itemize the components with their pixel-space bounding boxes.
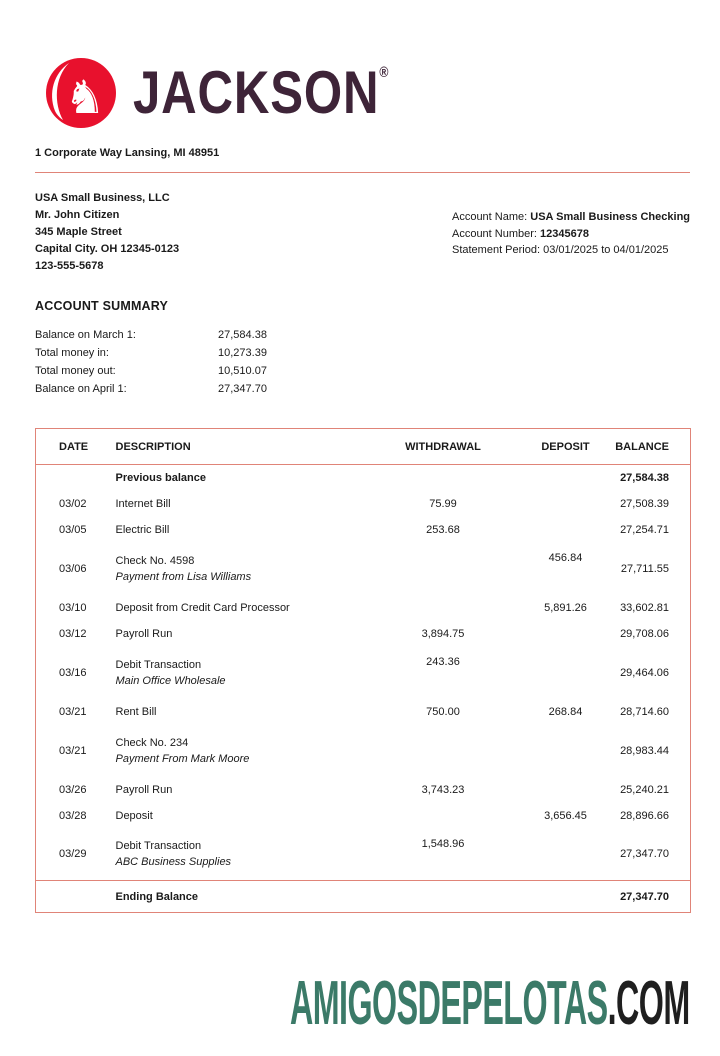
statement-period-value: 03/01/2025 to 04/01/2025 xyxy=(543,244,669,256)
transaction-deposit xyxy=(521,517,611,543)
transaction-date: 03/10 xyxy=(59,601,87,614)
customer-address-line: Capital City. OH 12345-0123 xyxy=(35,243,180,255)
transaction-withdrawal: 750.00 xyxy=(426,705,460,718)
bank-name-text: JACKSON xyxy=(133,59,380,126)
bank-logo xyxy=(35,56,690,130)
transaction-balance: 29,464.06 xyxy=(620,666,669,679)
transaction-date: 03/28 xyxy=(59,809,87,822)
account-summary-title: ACCOUNT SUMMARY xyxy=(35,299,169,313)
transaction-description-main: Payroll Run xyxy=(115,783,173,796)
transaction-deposit: 3,656.45 xyxy=(544,809,587,822)
transaction-description xyxy=(116,543,366,595)
summary-label: Total money in: xyxy=(35,347,109,359)
summary-row xyxy=(35,344,690,362)
ending-balance-date-cell xyxy=(36,881,116,913)
transaction-description-note: ABC Business Supplies xyxy=(115,856,232,869)
transaction-description-main: Previous balance xyxy=(115,471,206,484)
ending-balance-value: 27,347.70 xyxy=(620,890,669,903)
transaction-deposit xyxy=(521,465,611,491)
column-header-date: DATE xyxy=(36,429,116,465)
transaction-balance: 28,983.44 xyxy=(620,744,669,757)
transaction-description-note: Payment from Lisa Williams xyxy=(115,570,252,583)
transaction-row xyxy=(36,777,691,803)
transaction-deposit xyxy=(521,777,611,803)
transaction-balance: 27,584.38 xyxy=(620,471,669,484)
transaction-withdrawal xyxy=(366,803,521,829)
transaction-description-main: Electric Bill xyxy=(115,523,170,536)
transaction-withdrawal xyxy=(366,465,521,491)
bank-address: 1 Corporate Way Lansing, MI 48951 xyxy=(35,147,220,159)
transaction-row xyxy=(36,621,691,647)
account-number-line xyxy=(452,226,690,243)
transaction-description-main: Check No. 234 xyxy=(115,736,189,749)
customer-address-line: 123-555-5678 xyxy=(35,260,104,272)
header-divider-line xyxy=(35,172,690,173)
transaction-description-main: Rent Bill xyxy=(115,705,157,718)
watermark-suffix-text: .COM xyxy=(607,969,690,1038)
transaction-balance: 28,714.60 xyxy=(620,705,669,718)
transaction-description xyxy=(116,699,366,725)
summary-label: Total money out: xyxy=(35,365,116,377)
account-summary-list xyxy=(35,326,690,398)
summary-row xyxy=(35,362,690,380)
transaction-withdrawal: 3,894.75 xyxy=(421,627,465,640)
transaction-deposit xyxy=(521,491,611,517)
transaction-balance: 27,711.55 xyxy=(620,562,669,575)
summary-label: Balance on April 1: xyxy=(35,383,127,395)
registered-trademark-symbol: ® xyxy=(379,64,389,81)
transaction-row xyxy=(36,725,691,777)
transaction-description xyxy=(116,465,366,491)
transaction-description-main: Payroll Run xyxy=(115,627,173,640)
transactions-table xyxy=(35,428,691,913)
column-header-description: DESCRIPTION xyxy=(116,429,366,465)
account-number-label: Account Number: xyxy=(451,227,541,240)
transaction-description-note: Payment From Mark Moore xyxy=(115,752,250,765)
transaction-balance: 29,708.06 xyxy=(620,627,669,640)
summary-value: 27,347.70 xyxy=(218,383,267,395)
transactions-header-row xyxy=(36,429,691,465)
transaction-date: 03/12 xyxy=(59,627,87,640)
transaction-row xyxy=(36,517,691,543)
transaction-date: 03/16 xyxy=(59,666,87,679)
column-header-deposit: DEPOSIT xyxy=(521,429,611,465)
transaction-row xyxy=(36,699,691,725)
summary-value: 27,584.38 xyxy=(218,329,267,341)
account-number-value: 12345678 xyxy=(540,227,589,240)
column-header-withdrawal: WITHDRAWAL xyxy=(366,429,521,465)
transaction-deposit xyxy=(521,725,611,777)
transaction-balance: 27,254.71 xyxy=(620,523,669,536)
transaction-description xyxy=(116,491,366,517)
transaction-deposit xyxy=(521,647,611,699)
transaction-description xyxy=(116,517,366,543)
account-name-label: Account Name: xyxy=(451,211,531,223)
summary-row xyxy=(35,380,690,398)
transactions-body xyxy=(36,465,691,881)
ending-balance-row xyxy=(36,881,691,913)
transaction-deposit xyxy=(521,621,611,647)
transaction-description xyxy=(116,647,366,699)
transaction-deposit: 456.84 xyxy=(548,551,583,564)
customer-address-line: Mr. John Citizen xyxy=(35,209,120,221)
transaction-row xyxy=(36,491,691,517)
transaction-withdrawal: 75.99 xyxy=(429,497,457,510)
transaction-deposit: 5,891.26 xyxy=(544,601,587,614)
transaction-withdrawal xyxy=(366,725,521,777)
summary-row xyxy=(35,326,690,344)
transaction-row xyxy=(36,803,691,829)
customer-address-block xyxy=(35,190,415,275)
statement-period-line xyxy=(452,242,690,259)
svg-text:♞: ♞ xyxy=(64,70,106,124)
transaction-description xyxy=(116,595,366,621)
ending-balance-label: Ending Balance xyxy=(115,890,199,903)
transaction-balance: 27,508.39 xyxy=(620,497,669,510)
transaction-description xyxy=(116,725,366,777)
bank-statement-page xyxy=(0,56,720,1056)
bank-wordmark xyxy=(133,59,389,126)
transaction-date: 03/06 xyxy=(59,562,87,575)
transaction-row xyxy=(36,647,691,699)
transaction-balance: 33,602.81 xyxy=(620,601,669,614)
transaction-date: 03/21 xyxy=(59,744,87,757)
transaction-row xyxy=(36,465,691,491)
horse-head-icon xyxy=(45,57,117,129)
summary-label: Balance on March 1: xyxy=(35,329,136,341)
transaction-withdrawal xyxy=(366,543,521,595)
transaction-date: 03/21 xyxy=(59,705,87,718)
transaction-date: 03/26 xyxy=(59,783,87,796)
transaction-description-main: Debit Transaction xyxy=(115,840,202,853)
transaction-description-main: Deposit xyxy=(115,809,153,822)
transaction-date: 03/29 xyxy=(59,848,87,861)
customer-address-line: 345 Maple Street xyxy=(35,226,122,238)
transaction-deposit xyxy=(521,829,611,881)
transaction-description xyxy=(116,829,366,881)
transaction-description xyxy=(116,777,366,803)
transaction-row xyxy=(36,543,691,595)
transaction-date xyxy=(36,465,116,491)
transaction-date: 03/05 xyxy=(59,523,87,536)
transaction-description-main: Internet Bill xyxy=(115,497,171,510)
transaction-row xyxy=(36,829,691,881)
summary-value: 10,510.07 xyxy=(218,365,267,377)
transaction-withdrawal: 1,548.96 xyxy=(421,837,465,850)
transaction-description-note: Main Office Wholesale xyxy=(115,674,226,687)
transaction-date: 03/02 xyxy=(59,497,87,510)
transaction-description-main: Debit Transaction xyxy=(115,658,202,671)
transaction-balance: 27,347.70 xyxy=(620,848,669,861)
account-name-value: USA Small Business Checking xyxy=(530,211,691,223)
transaction-withdrawal xyxy=(366,595,521,621)
account-info-block xyxy=(452,190,690,275)
transaction-deposit: 268.84 xyxy=(548,705,583,718)
column-header-balance: BALANCE xyxy=(611,429,691,465)
transaction-balance: 28,896.66 xyxy=(620,809,669,822)
customer-address-line: USA Small Business, LLC xyxy=(35,192,170,204)
transaction-withdrawal: 253.68 xyxy=(426,523,460,536)
transaction-withdrawal: 3,743.23 xyxy=(421,783,465,796)
transaction-description xyxy=(116,621,366,647)
statement-period-label: Statement Period: xyxy=(451,244,544,256)
account-name-line xyxy=(452,209,690,226)
transaction-row xyxy=(36,595,691,621)
watermark-primary-text: AMIGOSDEPELOTAS xyxy=(290,969,608,1038)
transaction-balance: 25,240.21 xyxy=(620,783,669,796)
watermark-text xyxy=(290,969,690,1038)
transaction-description-main: Check No. 4598 xyxy=(115,554,195,567)
summary-value: 10,273.39 xyxy=(218,347,267,359)
transaction-description-main: Deposit from Credit Card Processor xyxy=(115,601,290,614)
transaction-description xyxy=(116,803,366,829)
transaction-withdrawal: 243.36 xyxy=(426,655,460,668)
